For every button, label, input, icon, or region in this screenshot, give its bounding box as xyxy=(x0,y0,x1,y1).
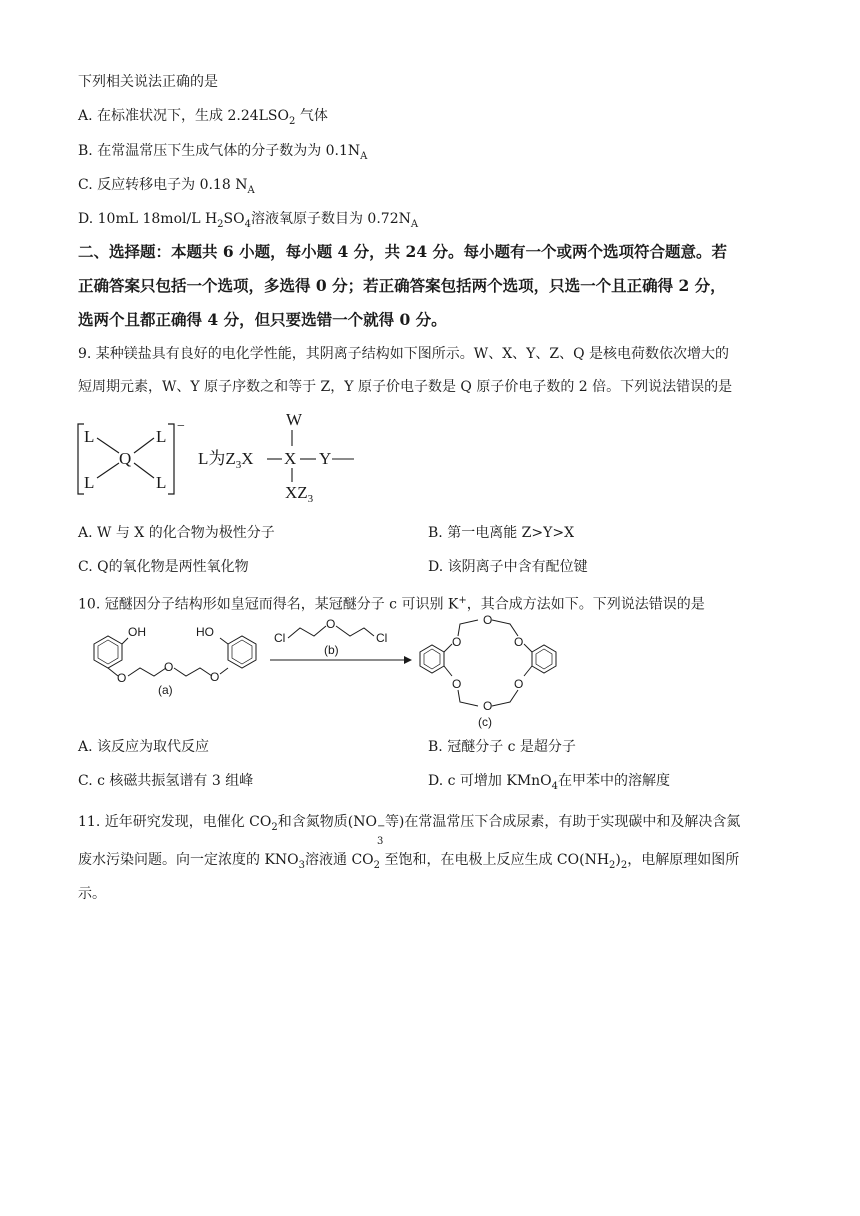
q10-ho-right: HO xyxy=(196,625,214,639)
q10-c-o2: O xyxy=(514,635,524,649)
q10-o1: O xyxy=(117,671,127,685)
q9-anion-structure xyxy=(74,410,374,510)
q9-center-q: Q xyxy=(119,449,132,468)
q9-option-c: C. Q的氧化物是两性氧化物 xyxy=(78,559,249,575)
svg-text:XZ3: $XZ_3$ xyxy=(285,483,314,505)
q8-option-d: D. 10mL 18mol/L $H_2SO_4$溶液氧原子数目为 $0.72N_A$ xyxy=(78,211,419,230)
q9-ligand-bl: L xyxy=(84,473,95,492)
q10-c-o5: O xyxy=(514,677,524,691)
section2-line1: 二、选择题：本题共 6 小题，每小题 4 分，共 24 分。每小题有一个或两个选项符合题意。若 xyxy=(78,242,728,261)
q10-label-b: (b) xyxy=(324,643,339,657)
q9-ligand-br: L xyxy=(156,473,167,492)
q10-option-d: D. c 可增加 KMnO$_4$在甲苯中的溶解度 xyxy=(428,773,671,792)
q10-c-o4: O xyxy=(452,677,462,691)
q10-label-c: (c) xyxy=(478,715,492,729)
q9-ligand-tl: L xyxy=(84,427,95,446)
q11-line3: 示。 xyxy=(78,886,106,902)
section2-line3: 选两个且都正确得 4 分，但只要选错一个就得 0 分。 xyxy=(78,310,447,329)
q10-c-o6: O xyxy=(483,699,493,713)
q10-oh-left: OH xyxy=(128,625,146,639)
q10-line1: 10. 冠醚因分子结构形如皇冠而得名，某冠醚分子 c 可识别 K+，其合成方法如下。下列说法错误的是 xyxy=(78,595,705,613)
q9-option-b: B. 第一电离能 Z>Y>X xyxy=(428,525,575,541)
q10-cl-left: Cl xyxy=(274,631,286,645)
q8-option-c: C. 反应转移电子为 0.18 $N_A$ xyxy=(78,177,255,196)
q8-prompt: 下列相关说法正确的是 xyxy=(78,74,218,90)
q8-option-b: B. 在常温常压下生成气体的分子数为为 $0.1N_A$ xyxy=(78,143,368,162)
q10-reaction-scheme xyxy=(74,614,584,734)
q9-line2: 短周期元素，W、Y 原子序数之和等于 Z，Y 原子价电子数是 Q 原子价电子数的 2 倍。下列说法错误的是 xyxy=(78,379,733,395)
q10-o2: O xyxy=(164,660,174,674)
q9-line1: 9. 某种镁盐具有良好的电化学性能，其阴离子结构如下图所示。W、X、Y、Z、Q 是核电荷数依次增大的 xyxy=(78,346,730,362)
q9-option-d: D. 该阴离子中含有配位键 xyxy=(428,559,588,575)
svg-text:L为Z3X: L为$Z_3X$ xyxy=(198,449,254,471)
q11-line2: 废水污染问题。向一定浓度的 $KNO_3$溶液通 $CO_2$ 至饱和，在电极上反应生成 $CO(NH_2)_2$，电解原理如图所 xyxy=(78,852,740,871)
q9-option-a: A. W 与 X 的化合物为极性分子 xyxy=(78,525,275,541)
q10-c-o1: O xyxy=(452,635,462,649)
q9-ligand-tr: L xyxy=(156,427,167,446)
q10-option-c: C. c 核磁共振氢谱有 3 组峰 xyxy=(78,773,254,789)
q10-cl-right: Cl xyxy=(376,631,388,645)
q10-o3: O xyxy=(210,670,220,684)
q8-option-a: A. 在标准状况下，生成 $2.24LSO_2$ 气体 xyxy=(78,108,328,127)
q10-label-a: (a) xyxy=(158,683,173,697)
q11-line1: 11. 近年研究发现，电催化 $CO_2$和含氮物质(NO − 3 等)在常温常压下合成尿素，有助于实现碳中和及解决含氮 xyxy=(78,814,741,847)
q9-w: W xyxy=(286,410,303,429)
q9-y: Y xyxy=(319,449,332,468)
q10-o-b: O xyxy=(326,617,336,631)
q10-c-o3: O xyxy=(483,613,493,627)
section2-line2: 正确答案只包括一个选项，多选得 0 分；若正确答案包括两个选项，只选一个且正确得 2 分， xyxy=(78,276,726,295)
q9-charge: − xyxy=(177,419,185,434)
q10-option-b: B. 冠醚分子 c 是超分子 xyxy=(428,739,576,755)
q9-l-label: L为Z xyxy=(198,449,236,468)
q9-center-x: X xyxy=(284,449,297,468)
q10-option-a: A. 该反应为取代反应 xyxy=(78,739,210,755)
q9-xz3: XZ xyxy=(285,483,308,502)
